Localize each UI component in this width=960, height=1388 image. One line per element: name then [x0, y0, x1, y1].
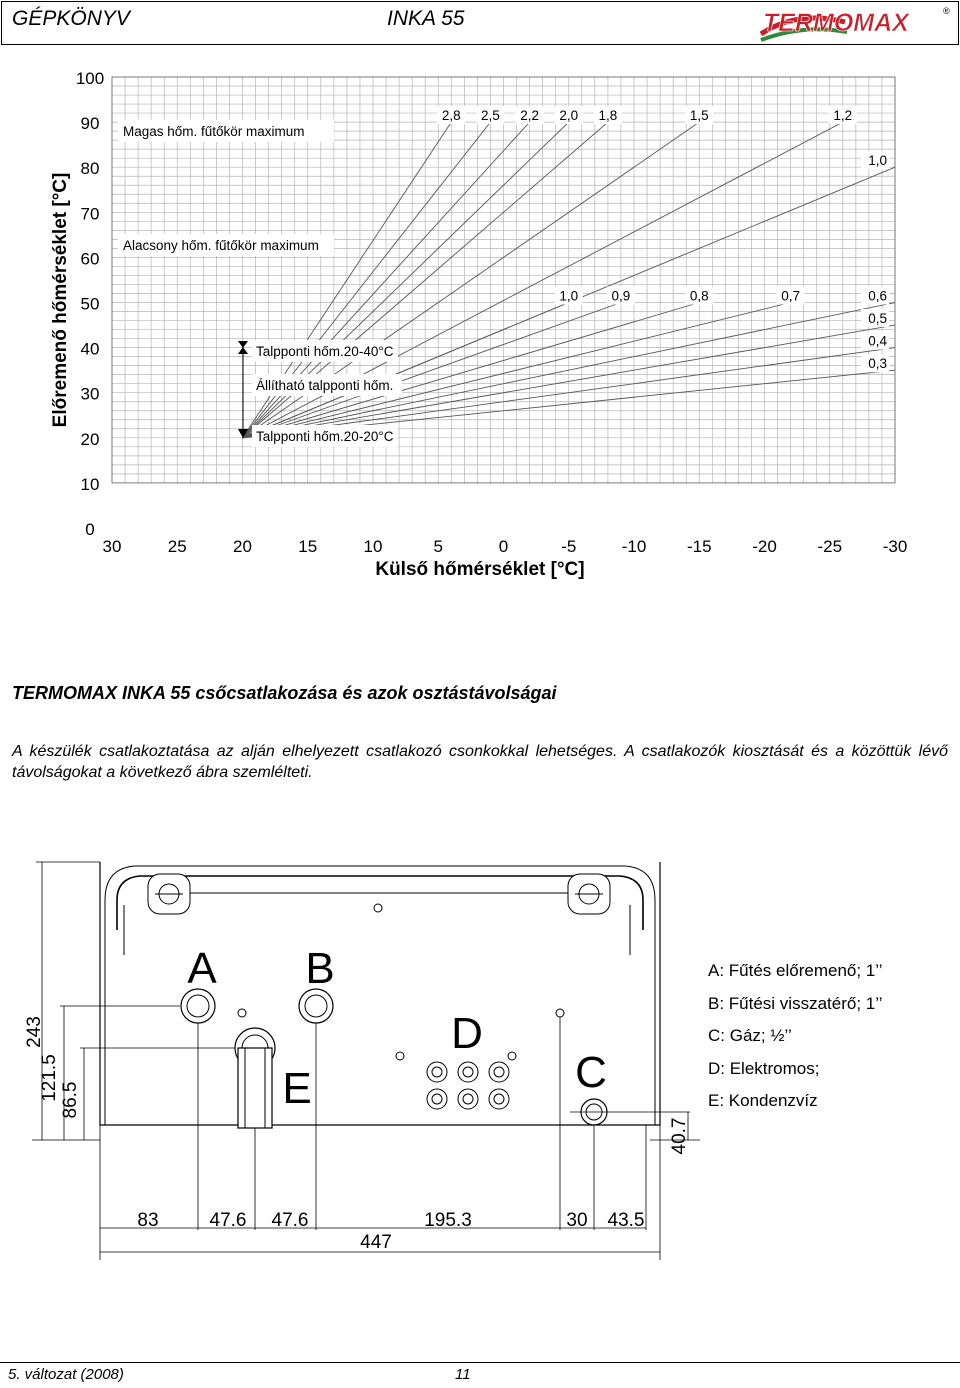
dim-30: 30 [566, 1210, 588, 1231]
x-tick-label: -25 [817, 537, 843, 556]
curve-label: 0,6 [868, 288, 887, 304]
x-tick-label: 15 [298, 537, 318, 556]
legend-item-b: B: Fűtési visszatérő; 1’’ [708, 993, 883, 1013]
label-e: E [282, 1064, 312, 1113]
curve-label: 0,4 [868, 333, 887, 349]
dim-43-5: 43.5 [607, 1210, 645, 1231]
curve-label: 1,8 [598, 108, 618, 124]
label-b: B [305, 944, 335, 993]
dim-195-3: 195.3 [424, 1210, 472, 1231]
y-tick-label: 40 [80, 339, 100, 359]
page-number: 11 [455, 1366, 471, 1383]
connector-b [299, 989, 333, 1023]
curve-label: 0,8 [689, 288, 709, 304]
adjust-arrow-icon [238, 341, 248, 438]
x-tick-label: 10 [363, 537, 383, 556]
curve-label: 1,5 [689, 108, 709, 124]
annotation-adjustable-base: Állítható talpponti hőm. [256, 378, 394, 393]
y-tick-label: 0 [85, 520, 95, 539]
dim-447: 447 [360, 1232, 392, 1253]
connector-a [181, 989, 215, 1023]
dim-47-6-b: 47.6 [271, 1210, 309, 1231]
curve-line [243, 303, 569, 438]
label-c: C [575, 1048, 607, 1097]
y-tick-label: 100 [75, 69, 105, 88]
curve-label: 2,5 [481, 108, 500, 124]
x-axis-label: Külső hőmérséklet [°C] [375, 559, 585, 580]
y-tick-label: 20 [80, 429, 100, 449]
legend-item-e: E: Kondenzvíz [708, 1091, 818, 1110]
model-title: INKA 55 [387, 7, 465, 30]
curve-label: 0,3 [868, 356, 887, 372]
curve-label: 2,8 [441, 108, 461, 124]
footer-version: 5. változat (2008) [8, 1366, 124, 1383]
x-tick-label: -10 [621, 537, 647, 556]
y-tick-label: 30 [80, 384, 100, 404]
x-tick-label: 5 [433, 537, 443, 556]
section-paragraph: A készülék csatlakoztatása az alján elhelyezett csatlakozó csonkokkal lehetséges. A csatlakozók kiosztását és a közöttük lévő távolságokat a következő ábra szemlélteti. [12, 743, 948, 781]
curve-label: 1,0 [559, 288, 579, 304]
annotation-high-max: Magas hőm. fűtőkör maximum [123, 124, 305, 139]
brand-text: TERMOMAX [763, 9, 909, 37]
heating-curve-chart [0, 55, 960, 585]
registered-mark: ® [943, 6, 950, 16]
x-tick-label: 20 [233, 537, 252, 556]
legend-item-d: D: Elektromos; [708, 1058, 820, 1078]
connector-e [235, 1028, 275, 1128]
x-tick-label: 25 [167, 537, 187, 556]
curve-label: 0,7 [781, 288, 800, 304]
y-tick-label: 10 [80, 474, 100, 494]
bracket-left [148, 874, 190, 914]
y-tick-label: 50 [80, 294, 100, 314]
y-tick-label: 80 [80, 159, 100, 179]
doc-type-label: GÉPKÖNYV [12, 7, 130, 30]
y-axis-label: Előremenő hőmérséklet [°C] [50, 172, 71, 428]
termomax-logo [757, 4, 952, 44]
curve-line [243, 303, 621, 438]
section-heading: TERMOMAX INKA 55 csőcsatlakozása és azok osztástávolságai [12, 683, 557, 703]
connector-d [427, 1062, 509, 1109]
annotation-low-max: Alacsony hőm. fűtőkör maximum [123, 238, 319, 253]
annotation-base-20-40: Talpponti hőm.20-40°C [256, 344, 394, 359]
x-tick-label: 0 [498, 537, 509, 556]
x-tick-label: -15 [686, 537, 712, 556]
dim-121-5: 121.5 [39, 1054, 60, 1102]
y-tick-label: 70 [80, 204, 100, 224]
x-tick-label: 30 [102, 537, 122, 556]
legend-item-c: C: Gáz; ½’’ [708, 1026, 792, 1045]
curve-line [243, 303, 700, 438]
dim-40-7: 40.7 [669, 1117, 690, 1155]
curve-label: 2,0 [559, 108, 579, 124]
curve-label: 0,9 [611, 288, 631, 304]
dim-83: 83 [137, 1210, 159, 1231]
page-header [1, 1, 959, 45]
label-a: A [187, 944, 217, 993]
x-tick-label: -30 [882, 537, 908, 556]
dim-47-6-a: 47.6 [209, 1210, 247, 1231]
curve-label: 1,0 [868, 153, 887, 169]
dim-243: 243 [24, 1016, 45, 1048]
curve-label: 2,2 [520, 108, 539, 124]
legend-item-a: A: Fűtés előremenő; 1’’ [708, 961, 883, 980]
label-d: D [451, 1009, 483, 1058]
curve-label: 0,5 [868, 311, 887, 327]
footer-divider [0, 1362, 960, 1363]
y-tick-label: 90 [80, 114, 100, 134]
x-tick-label: -5 [561, 537, 577, 556]
bracket-right [568, 874, 610, 914]
y-tick-label: 60 [80, 249, 100, 269]
dim-86-5: 86.5 [60, 1081, 81, 1119]
connection-legend [708, 955, 883, 1118]
curve-label: 1,2 [833, 108, 853, 124]
x-tick-label: -20 [752, 537, 777, 556]
annotation-base-20-20: Talpponti hőm.20-20°C [256, 429, 394, 444]
